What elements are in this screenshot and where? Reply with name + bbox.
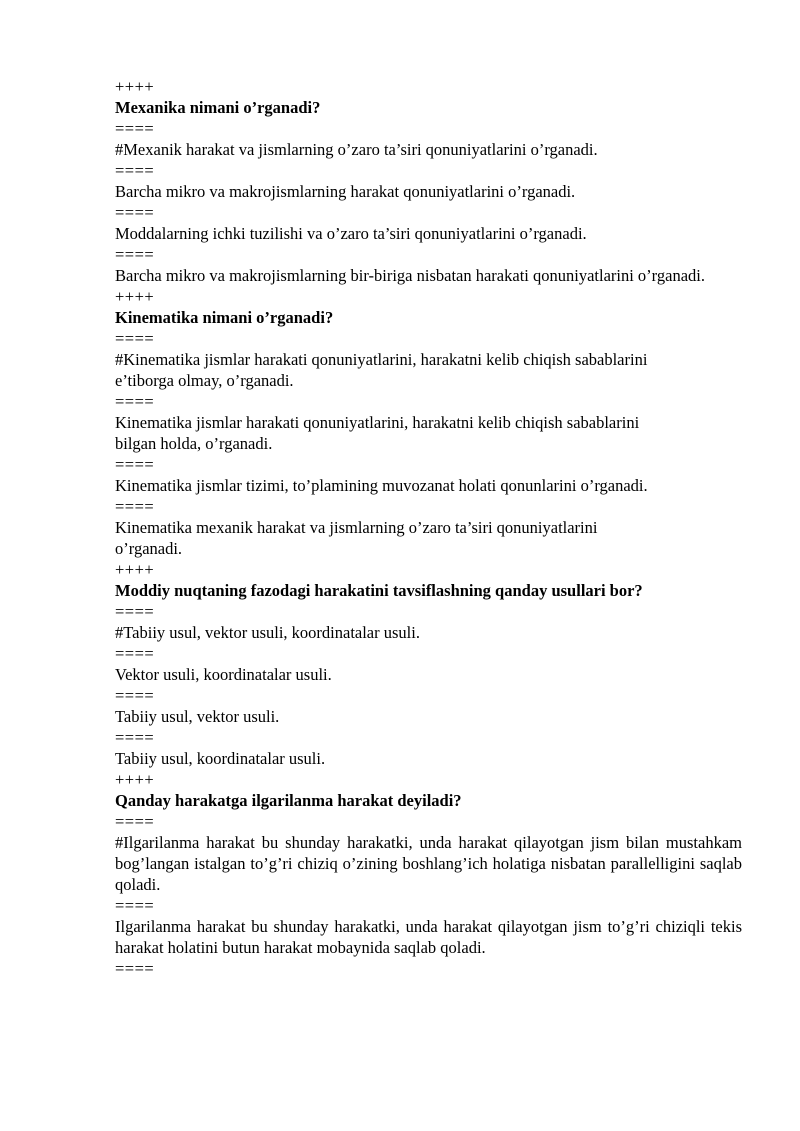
answer-option: Barcha mikro va makrojismlarning harakat qonuniyatlarini o’rganadi. <box>115 182 576 201</box>
separator-line: ==== <box>115 812 155 831</box>
answer-option: Tabiiy usul, vektor usuli. <box>115 707 280 726</box>
separator-line: ==== <box>115 728 155 747</box>
separator-line: ==== <box>115 329 155 348</box>
separator-line: ++++ <box>115 770 155 789</box>
answer-option: Kinematika jismlar tizimi, to’plamining muvozanat holati qonunlarini o’rganadi. <box>115 476 648 495</box>
separator-line: ==== <box>115 245 155 264</box>
answer-option: Tabiiy usul, koordinatalar usuli. <box>115 749 326 768</box>
separator-line: ==== <box>115 644 155 663</box>
answer-option: #Mexanik harakat va jismlarning o’zaro ta’siri qonuniyatlarini o’rganadi. <box>115 140 598 159</box>
separator-line: ==== <box>115 497 155 516</box>
question-text: Mexanika nimani o’rganadi? <box>115 98 321 117</box>
answer-option: Moddalarning ichki tuzilishi va o’zaro ta’siri qonuniyatlarini o’rganadi. <box>115 224 587 243</box>
answer-option: Kinematika mexanik harakat va jismlarning o’zaro ta’siri qonuniyatlarini o’rganadi. <box>115 518 598 558</box>
separator-line: ++++ <box>115 287 155 306</box>
answer-option: #Ilgarilanma harakat bu shunday harakatki, unda harakat qilayotgan jism bilan mustahkam bog’langan istalgan to’g’ri chiziq o’zining boshlang’ich holatiga nisbatan parallelligini saqlab qoladi. <box>115 833 747 894</box>
question-text: Qanday harakatga ilgarilanma harakat deyiladi? <box>115 791 462 810</box>
answer-option: #Tabiiy usul, vektor usuli, koordinatalar usuli. <box>115 623 420 642</box>
separator-line: ==== <box>115 959 155 978</box>
answer-option: Barcha mikro va makrojismlarning bir-biriga nisbatan harakati qonuniyatlarini o’rganadi. <box>115 266 705 285</box>
separator-line: ==== <box>115 203 155 222</box>
question-text: Kinematika nimani o’rganadi? <box>115 308 334 327</box>
answer-option: #Kinematika jismlar harakati qonuniyatlarini, harakatni kelib chiqish sabablarini e’tiborga olmay, o’rganadi. <box>115 350 648 390</box>
separator-line: ==== <box>115 602 155 621</box>
separator-line: ++++ <box>115 77 155 96</box>
answer-option: Kinematika jismlar harakati qonuniyatlarini, harakatni kelib chiqish sabablarini bilgan holda, o’rganadi. <box>115 413 640 453</box>
separator-line: ==== <box>115 455 155 474</box>
separator-line: ==== <box>115 896 155 915</box>
separator-line: ==== <box>115 392 155 411</box>
separator-line: ==== <box>115 119 155 138</box>
answer-option: Ilgarilanma harakat bu shunday harakatki, unda harakat qilayotgan jism to’g’ri chiziqli tekis harakat holatini butun harakat mobaynida saqlab qoladi. <box>115 917 747 957</box>
separator-line: ==== <box>115 686 155 705</box>
question-text: Moddiy nuqtaning fazodagi harakatini tavsiflashning qanday usullari bor? <box>115 581 643 600</box>
separator-line: ++++ <box>115 560 155 579</box>
answer-option: Vektor usuli, koordinatalar usuli. <box>115 665 332 684</box>
separator-line: ==== <box>115 161 155 180</box>
